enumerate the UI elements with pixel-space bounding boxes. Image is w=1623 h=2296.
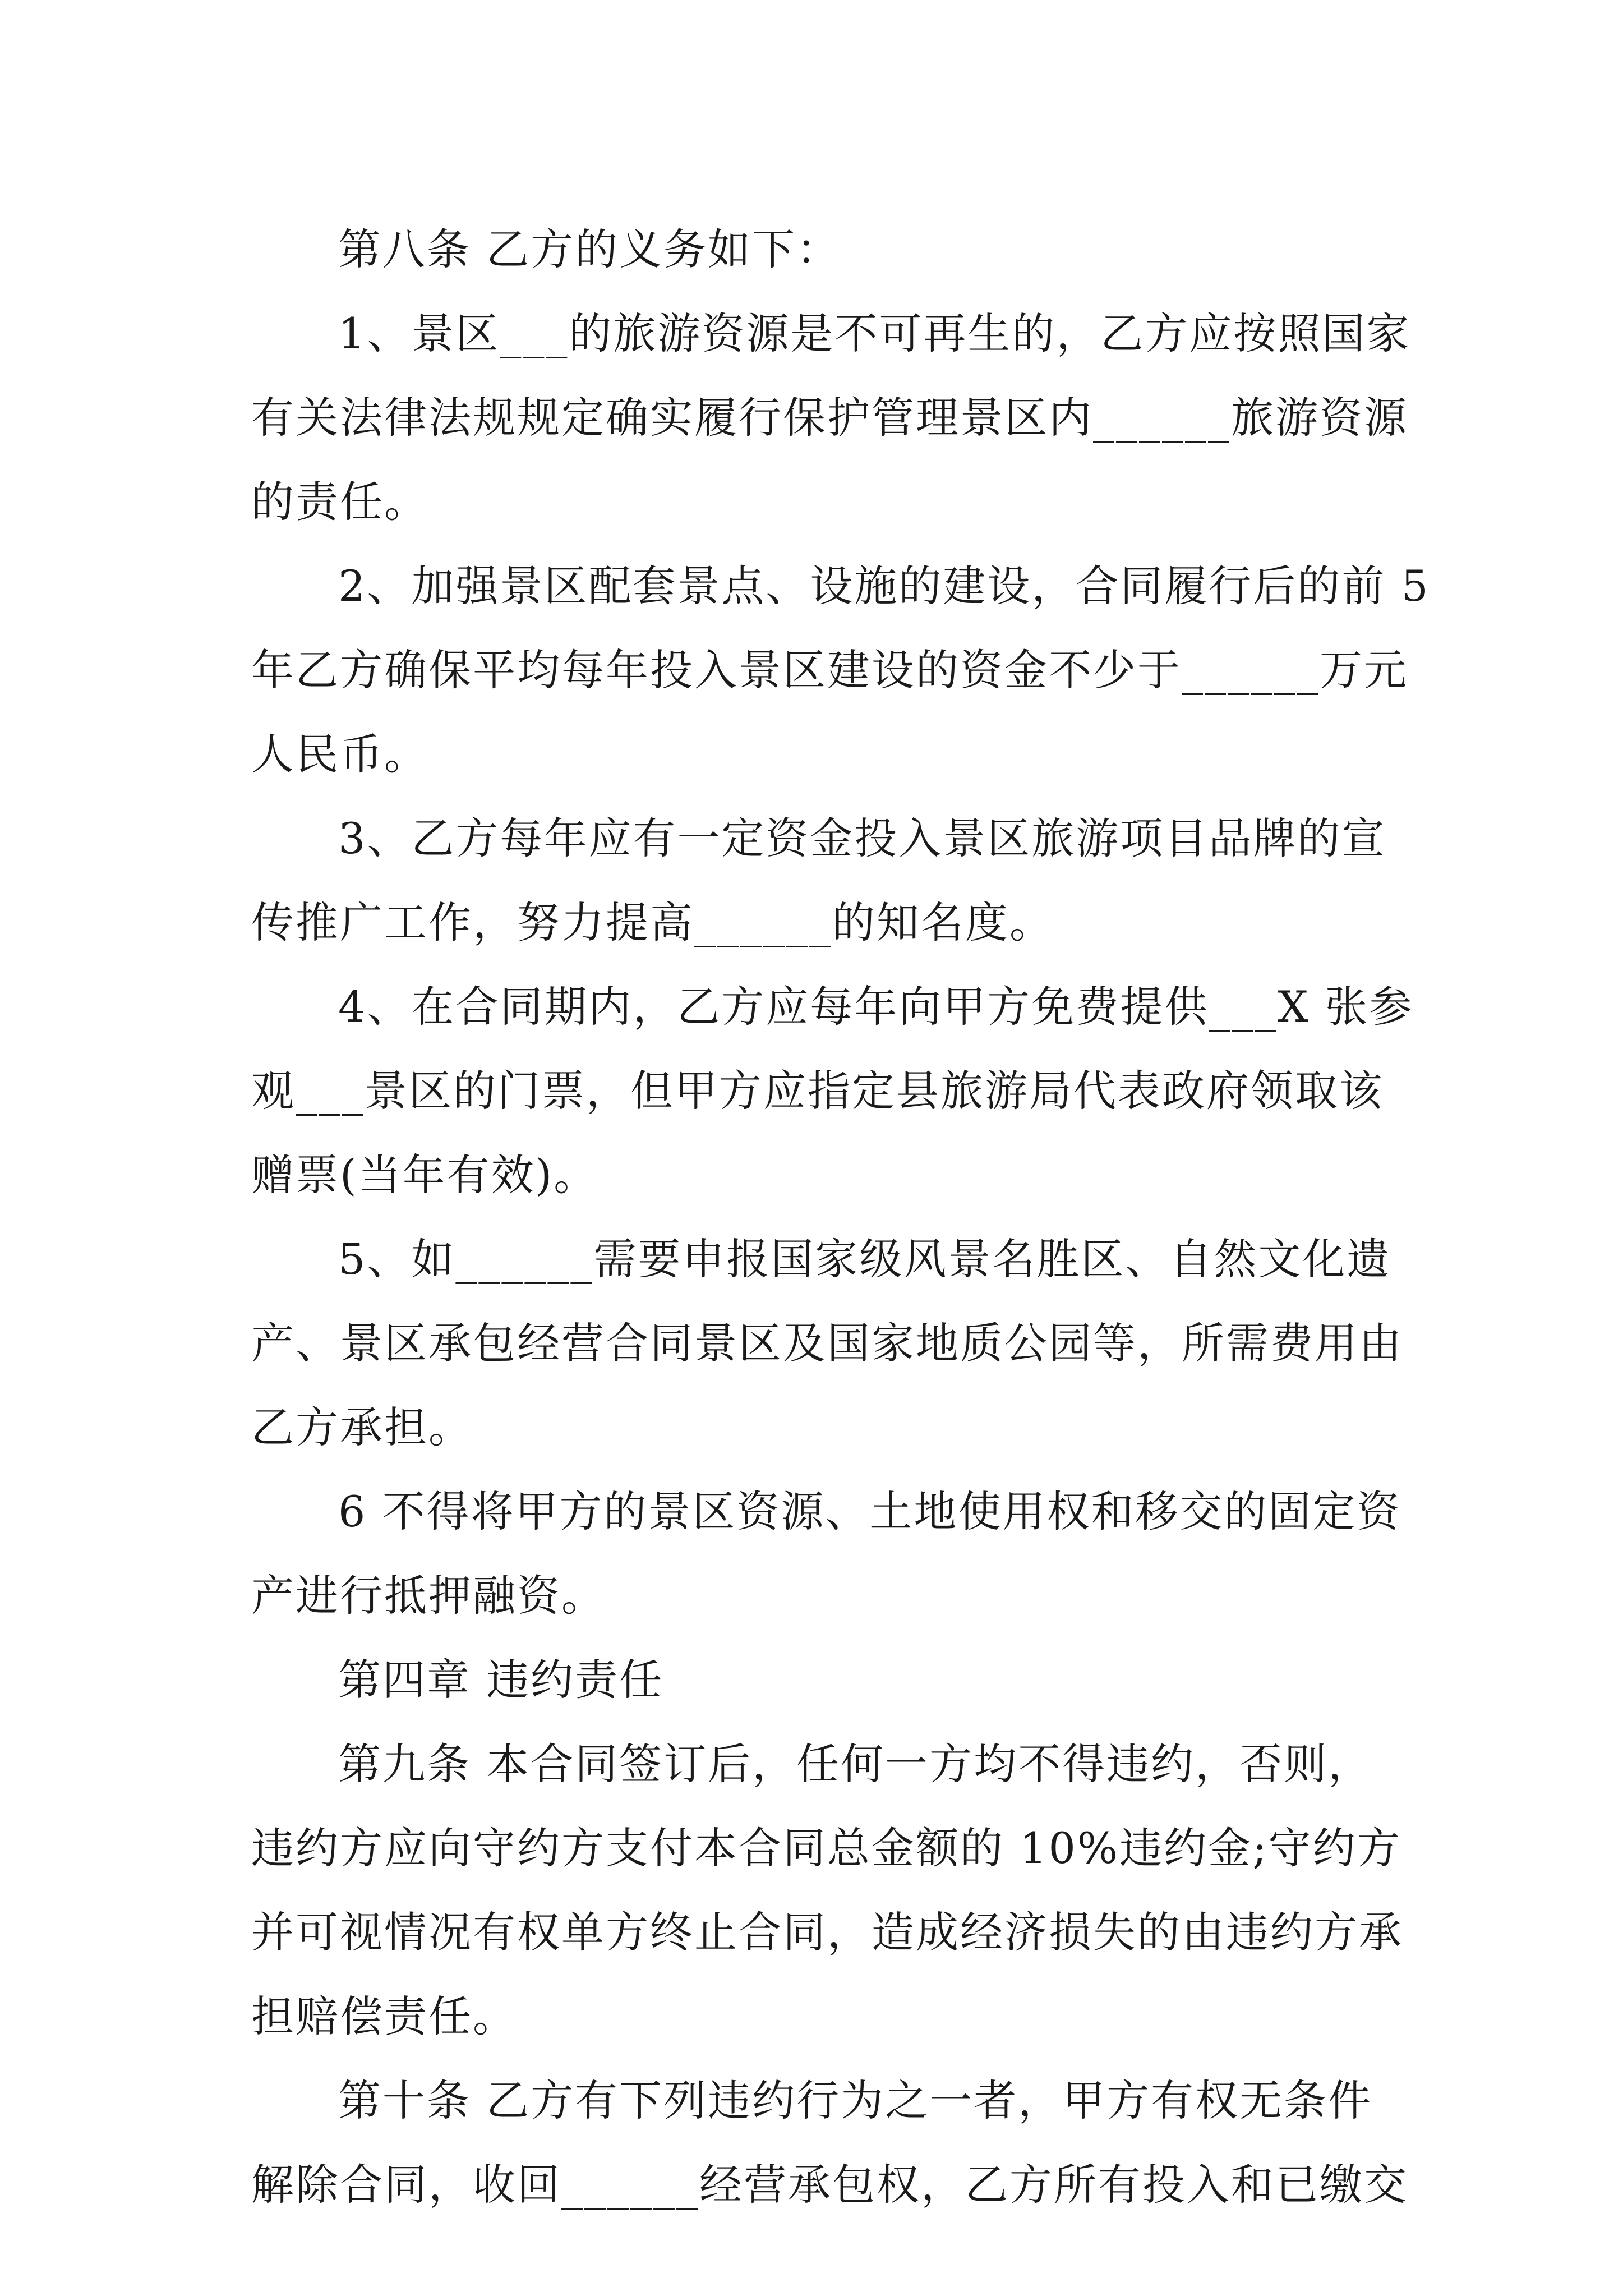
text-line: 赠票(当年有效)。: [251, 1150, 598, 1200]
text-line: 2、加强景区配套景点、设施的建设，合同履行后的前 5: [338, 561, 1430, 611]
text-line: 的责任。: [251, 477, 428, 527]
text-line: 担赔偿责任。: [251, 1991, 517, 2041]
chapter-4-heading: 第四章 违约责任: [338, 1655, 664, 1705]
text-line: 观___景区的门票，但甲方应指定县旅游局代表政府领取该: [251, 1066, 1384, 1116]
text-line: 乙方承担。: [251, 1402, 473, 1452]
text-line: 产进行抵押融资。: [251, 1571, 606, 1621]
text-line: 产、景区承包经营合同景区及国家地质公园等，所需费用由: [251, 1318, 1403, 1368]
text-line: 解除合同，收回______经营承包权，乙方所有投入和已缴交: [251, 2160, 1408, 2210]
text-line: 4、在合同期内，乙方应每年向甲方免费提供___X 张参: [338, 982, 1414, 1032]
text-line: 6 不得将甲方的景区资源、土地使用权和移交的固定资: [338, 1487, 1401, 1536]
document-body: [251, 208, 1430, 2227]
text-line: 人民币。: [251, 729, 428, 779]
text-line: 传推广工作，努力提高______的知名度。: [251, 898, 1054, 947]
article-10-line: 第十条 乙方有下列违约行为之一者，甲方有权无条件: [338, 2076, 1373, 2125]
article-8-heading: 第八条 乙方的义务如下：: [338, 224, 841, 274]
article-9-line: 第九条 本合同签订后，任何一方均不得违约，否则，: [338, 1739, 1373, 1789]
text-line: 5、如______需要申报国家级风景名胜区、自然文化遗: [338, 1234, 1391, 1284]
text-line: 3、乙方每年应有一定资金投入景区旅游项目品牌的宣: [338, 813, 1386, 863]
text-line: 并可视情况有权单方终止合同，造成经济损失的由违约方承: [251, 1907, 1403, 1957]
text-line: 1、景区___的旅游资源是不可再生的，乙方应按照国家: [338, 309, 1411, 358]
text-line: 有关法律法规规定确实履行保护管理景区内______旅游资源: [251, 393, 1408, 443]
text-line: 年乙方确保平均每年投入景区建设的资金不少于______万元: [251, 645, 1408, 695]
text-line: 违约方应向守约方支付本合同总金额的 10%违约金;守约方: [251, 1823, 1401, 1873]
